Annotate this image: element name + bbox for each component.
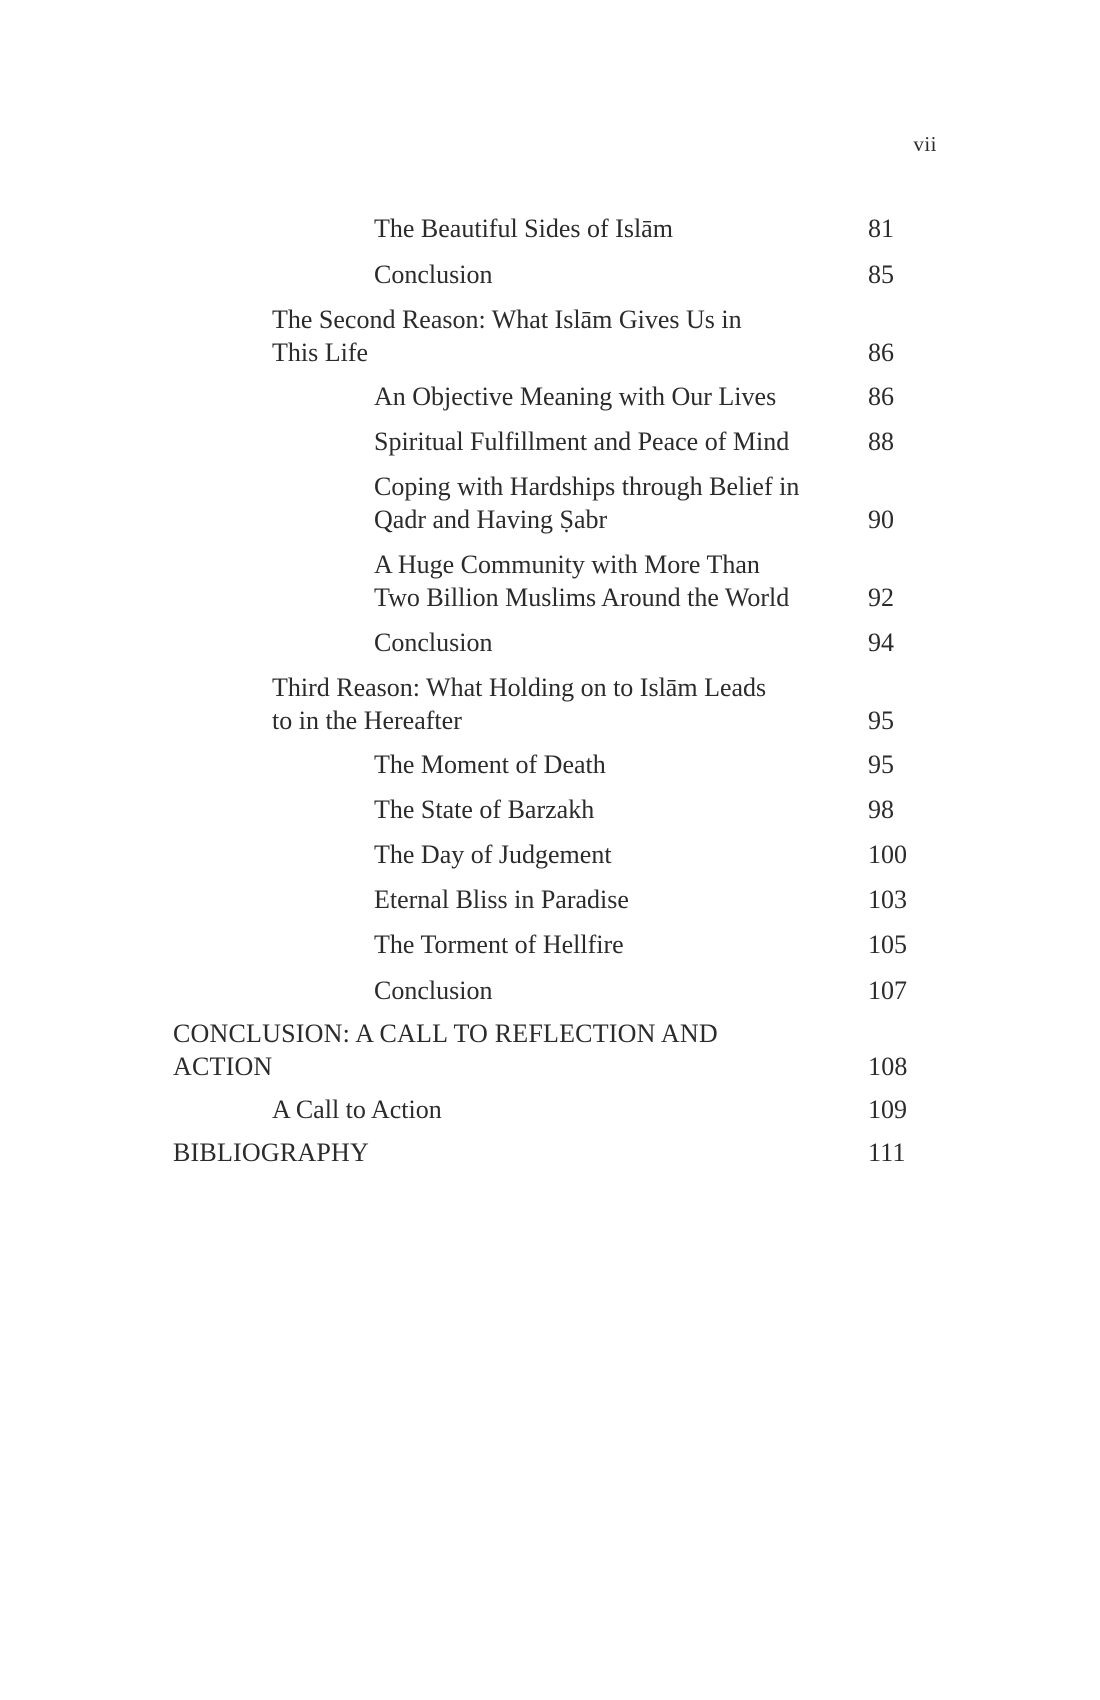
- toc-entry-conclusion-2: [374, 626, 934, 659]
- toc-entry-state-of-barzakh: [374, 793, 934, 826]
- toc-entry-title-line-1: The Second Reason: What Islām Gives Us in: [272, 305, 742, 334]
- toc-entry-huge-community: [374, 548, 934, 614]
- toc-entry-page: 81: [868, 214, 894, 243]
- toc-entry-third-reason: [272, 671, 932, 737]
- toc-entry-objective-meaning: [374, 380, 934, 413]
- toc-entry-conclusion-3: [374, 974, 934, 1007]
- toc-entry-page: 94: [868, 628, 894, 657]
- toc-entry-page: 86: [868, 338, 894, 367]
- toc-entry-conclusion-1: [374, 258, 934, 291]
- toc-entry-title: Conclusion: [374, 976, 493, 1005]
- toc-entry-page: 100: [868, 840, 907, 869]
- toc-entry-page: 109: [868, 1095, 907, 1124]
- toc-entry-torment-of-hellfire: [374, 928, 934, 961]
- toc-entry-page: 90: [868, 505, 894, 534]
- toc-entry-title-line-1: Third Reason: What Holding on to Islām Leads: [272, 673, 767, 702]
- toc-entry-page: 88: [868, 427, 894, 456]
- toc-entry-title: An Objective Meaning with Our Lives: [374, 382, 777, 411]
- toc-entry-title: Spiritual Fulfillment and Peace of Mind: [374, 427, 790, 456]
- toc-entry-page: 108: [868, 1052, 908, 1081]
- toc-entry-coping-hardships: [374, 470, 934, 536]
- page-number: vii: [913, 132, 937, 156]
- toc-entry-title: Conclusion: [374, 628, 493, 657]
- toc-entry-title: The Torment of Hellfire: [374, 930, 624, 959]
- toc-entry-title-line-2: Two Billion Muslims Around the World: [374, 583, 790, 612]
- toc-entry-title-line-2: to in the Hereafter: [272, 706, 462, 735]
- toc-entry-page: 95: [868, 706, 894, 735]
- toc-entry-conclusion-chapter: [173, 1017, 933, 1083]
- toc-entry-title: BIBLIOGRAPHY: [173, 1138, 369, 1167]
- toc-entry-page: 103: [868, 885, 907, 914]
- toc-entry-title-line-2: ACTION: [173, 1052, 273, 1081]
- toc-entry-beautiful-sides: [374, 212, 934, 245]
- toc-entry-second-reason: [272, 303, 932, 369]
- toc-entry-page: 85: [868, 260, 894, 289]
- toc-entry-page: 86: [868, 382, 894, 411]
- toc-entry-title-line-1: A Huge Community with More Than: [374, 550, 760, 579]
- toc-entry-spiritual-fulfillment: [374, 425, 934, 458]
- toc-entry-page: 107: [868, 976, 907, 1005]
- toc-entry-title: Conclusion: [374, 260, 493, 289]
- toc-entry-page: 111: [868, 1138, 906, 1167]
- toc-entry-page: 105: [868, 930, 907, 959]
- toc-entry-eternal-bliss: [374, 883, 934, 916]
- toc-entry-title-line-2: Qadr and Having Ṣabr: [374, 505, 608, 534]
- toc-entry-bibliography: [173, 1136, 933, 1169]
- toc-entry-title: A Call to Action: [272, 1095, 442, 1124]
- toc-entry-title: The Day of Judgement: [374, 840, 612, 869]
- toc-entry-page: 98: [868, 795, 894, 824]
- toc-entry-title-line-1: Coping with Hardships through Belief in: [374, 472, 800, 501]
- toc-entry-page: 92: [868, 583, 894, 612]
- toc-entry-call-to-action: [272, 1093, 932, 1126]
- toc-entry-page: 95: [868, 750, 894, 779]
- toc-entry-title: Eternal Bliss in Paradise: [374, 885, 629, 914]
- toc-entry-moment-of-death: [374, 748, 934, 781]
- toc-entry-title: The Beautiful Sides of Islām: [374, 214, 673, 243]
- toc-entry-day-of-judgement: [374, 838, 934, 871]
- toc-entry-title: The State of Barzakh: [374, 795, 595, 824]
- toc-entry-title-line-2: This Life: [272, 338, 369, 367]
- toc-entry-title-line-1: CONCLUSION: A CALL TO REFLECTION AND: [173, 1019, 718, 1048]
- toc-entry-title: The Moment of Death: [374, 750, 606, 779]
